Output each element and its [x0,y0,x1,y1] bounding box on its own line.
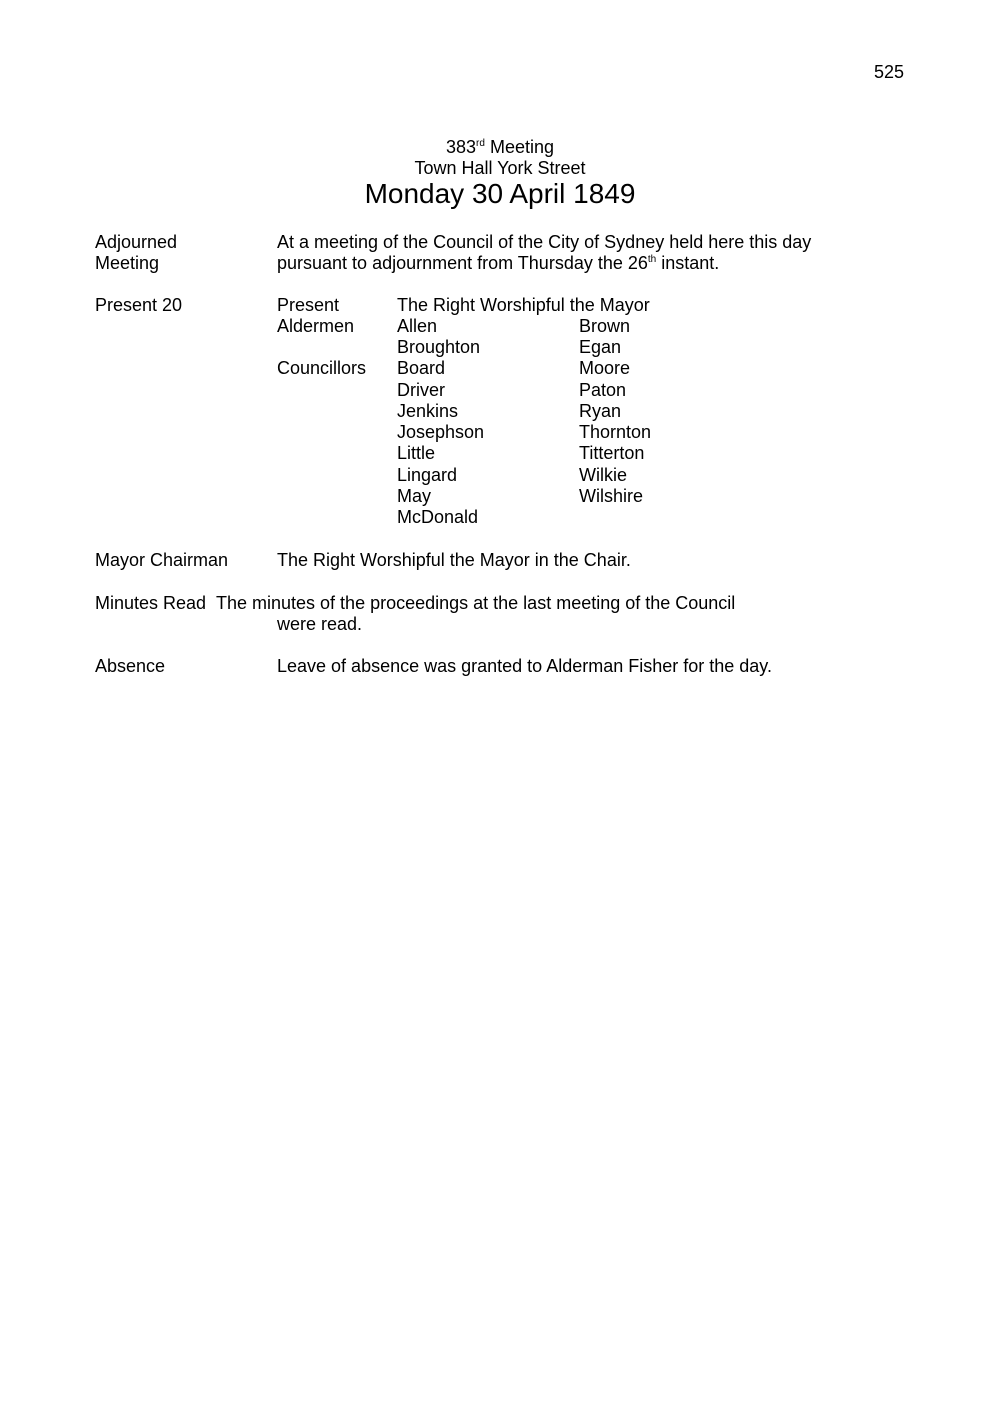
adjourned-text-line2-main: pursuant to adjournment from Thursday the 26 [277,253,648,273]
minutes-margin-label: Minutes Read [95,593,207,613]
meeting-number-suffix: rd [476,138,485,149]
chairman-margin-label: Mayor Chairman [95,550,229,570]
mayor-name: The Right Worshipful the Mayor [397,295,650,315]
minutes-text-line1: The minutes of the proceedings at the last meeting of the Council [216,593,736,613]
meeting-word: Meeting [484,137,554,157]
alderman-name: Broughton [397,337,481,357]
councillor-name: Josephson [397,422,485,442]
meeting-date-title: Monday 30 April 1849 [364,178,636,209]
councillor-name: Lingard [397,465,458,485]
councillor-name: Moore [579,358,631,378]
venue-heading: Town Hall York Street [414,158,586,178]
councillor-name: Ryan [579,401,622,421]
councillors-label: Councillors [277,358,367,378]
date-ordinal-suffix: th [647,254,657,265]
present-label: Present [277,295,340,315]
adjourned-text-line1: At a meeting of the Council of the City of Sydney held here this day [277,232,812,252]
present-margin-label: Present 20 [95,295,183,315]
page-number: 525 [873,62,904,82]
councillor-name: Titterton [579,443,645,463]
councillor-name: Little [397,443,436,463]
minutes-text-line2: were read. [277,614,363,634]
aldermen-label: Aldermen [277,316,355,336]
alderman-name: Egan [579,337,622,357]
councillor-name: Thornton [579,422,652,442]
councillor-name: Wilkie [579,465,627,485]
adjourned-text-line2 [277,253,719,274]
meeting-number: 383 [446,137,477,157]
councillor-name: Driver [397,380,445,400]
adjourned-margin-label-line1: Adjourned [95,232,178,252]
alderman-name: Allen [397,316,438,336]
councillor-name: Wilshire [579,486,644,506]
councillor-name: Paton [579,380,627,400]
adjourned-margin-label-line2: Meeting [95,253,160,273]
councillor-name: Board [397,358,446,378]
adjourned-text-line2-end: instant. [656,253,720,273]
councillor-name: May [397,486,432,506]
absence-text: Leave of absence was granted to Alderman Fisher for the day. [277,656,772,676]
councillor-name: McDonald [397,507,479,527]
councillor-name: Jenkins [397,401,459,421]
meeting-number-heading [0,137,1000,158]
chairman-text: The Right Worshipful the Mayor in the Chair. [277,550,631,570]
absence-margin-label: Absence [95,656,166,676]
alderman-name: Brown [579,316,631,336]
